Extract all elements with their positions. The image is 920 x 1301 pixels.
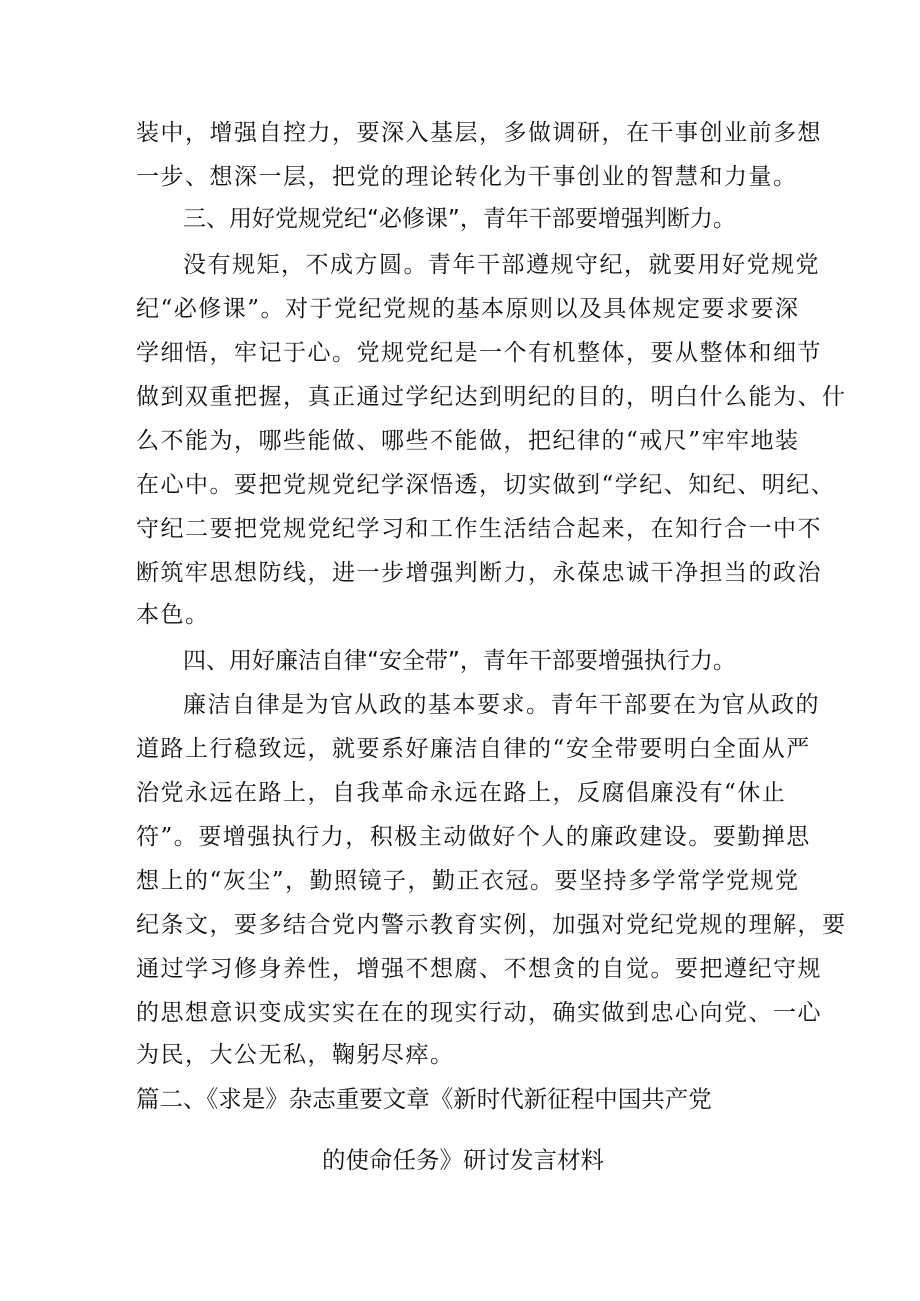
article-title-line-1: 篇二、《求是》杂志重要文章《新时代新征程中国共产党 — [136, 1085, 712, 1113]
paragraph-line: 断筑牢思想防线，进一步增强判断力，永葆忠诚干净担当的政治 — [136, 560, 822, 586]
paragraph-line: 做到双重把握，真正通过学纪达到明纪的目的，明白什么能为、什 — [136, 384, 847, 410]
paragraph-line: 廉洁自律是为官从政的基本要求。青年干部要在为官从政的 — [183, 692, 820, 718]
paragraph-line: 的思想意识变成实实在在的现实行动，确实做到忠心向党、一心 — [136, 1000, 822, 1026]
section-heading-4: 四、用好廉洁自律“安全带”，青年干部要增强执行力。 — [183, 648, 736, 674]
paragraph-line: 守纪二要把党规党纪学习和工作生活结合起来，在知行合一中不 — [136, 516, 822, 542]
section-heading-3: 三、用好党规党纪“必修课”，青年干部要增强判断力。 — [183, 206, 736, 232]
paragraph-line: 符”。要增强执行力，积极主动做好个人的廉政建设。要勤掸思 — [136, 824, 811, 850]
paragraph-line: 一步、想深一层，把党的理论转化为干事创业的智慧和力量。 — [136, 164, 798, 190]
paragraph-line: 没有规矩，不成方圆。青年干部遵规守纪，就要用好党规党 — [183, 252, 820, 278]
paragraph-line: 本色。 — [136, 602, 210, 628]
paragraph-line: 纪条文，要多结合党内警示教育实例，加强对党纪党规的理解，要 — [136, 912, 847, 938]
paragraph-line: 么不能为，哪些能做、哪些不能做，把纪律的“戒尺”牢牢地装 — [136, 428, 800, 454]
paragraph-line: 在心中。要把党规党纪学深悟透，切实做到“学纪、知纪、明纪、 — [136, 472, 836, 498]
paragraph-line: 治党永远在路上，自我革命永远在路上，反腐倡廉没有“休止 — [136, 780, 787, 806]
paragraph-line: 纪“必修课”。对于党纪党规的基本原则以及具体规定要求要深 — [136, 296, 800, 322]
article-title-line-2: 的使命任务》研讨发言材料 — [322, 1146, 604, 1174]
paragraph-line: 通过学习修身养性，增强不想腐、不想贪的自觉。要把遵纪守规 — [136, 956, 822, 982]
paragraph-line: 道路上行稳致远，就要系好廉洁自律的“安全带要明白全面从严 — [136, 736, 811, 762]
paragraph-line: 想上的“灰尘”，勤照镜子，勤正衣冠。要坚持多学常学党规党 — [136, 868, 800, 894]
paragraph-line: 为民，大公无私，鞠躬尽瘁。 — [136, 1042, 455, 1068]
paragraph-line: 装中，增强自控力，要深入基层，多做调研，在干事创业前多想 — [136, 120, 822, 146]
paragraph-line: 学细悟，牢记于心。党规党纪是一个有机整体，要从整体和细节 — [136, 340, 822, 366]
